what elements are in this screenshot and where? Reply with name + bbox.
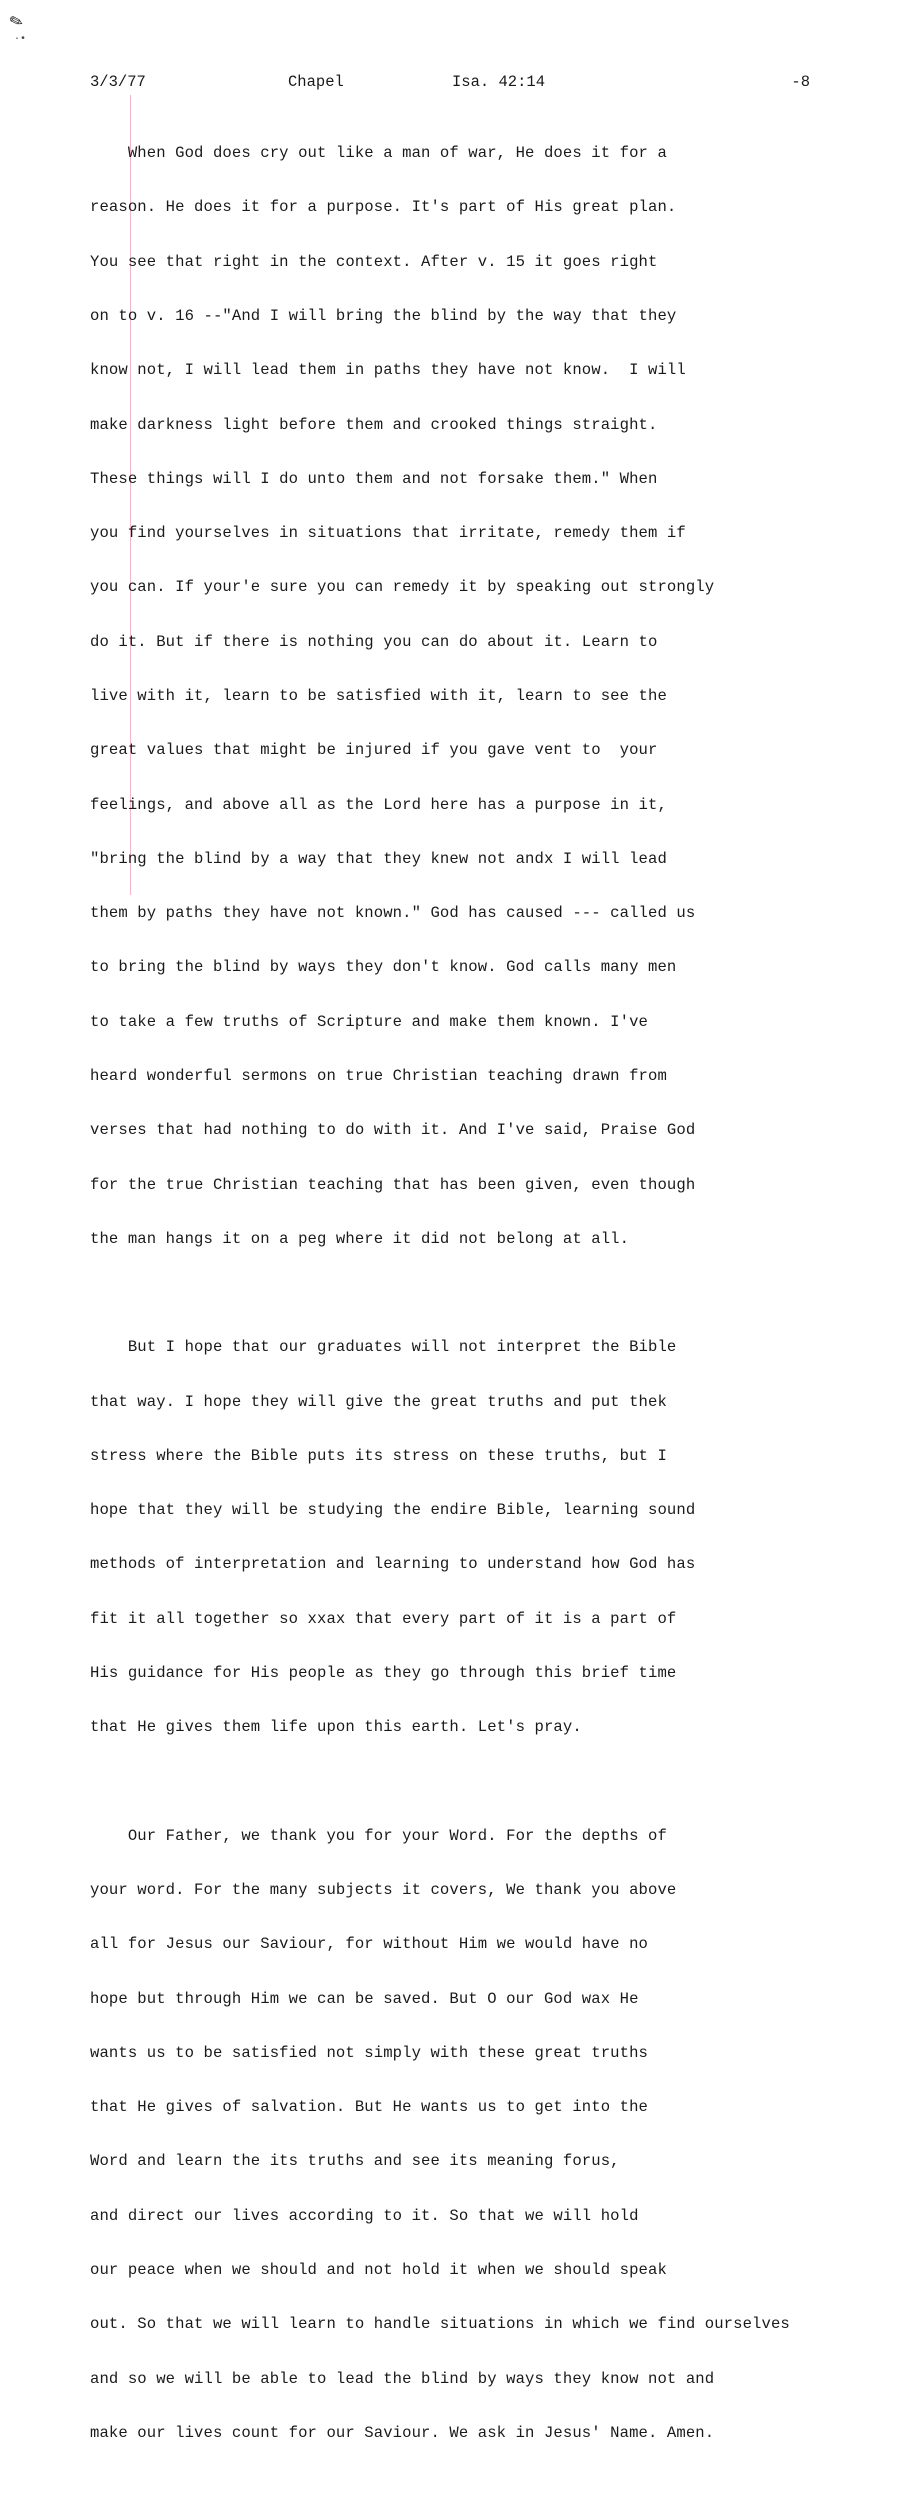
paragraph-3-prayer [90, 1791, 890, 2479]
text-line: all for Jesus our Saviour, for without Him we would have no [90, 1935, 649, 1954]
text-line: that way. I hope they will give the great truths and put thek [90, 1392, 667, 1411]
text-line: Word and learn the its truths and see its meaning forus, [90, 2152, 620, 2171]
text-line: them by paths they have not known." God has caused --- called us [90, 904, 696, 923]
text-line: on to v. 16 --"And I will bring the blind by the way that they [90, 307, 677, 326]
text-line: and direct our lives according to it. So that we will hold [90, 2206, 639, 2225]
header-scripture-reference: Isa. 42:14 [452, 73, 546, 91]
text-line: methods of interpretation and learning to understand how God has [90, 1555, 696, 1574]
ink-dot-icon: ·• [14, 34, 27, 45]
text-line: that He gives them life upon this earth. Let's pray. [90, 1718, 582, 1737]
text-line: verses that had nothing to do with it. And I've said, Praise God [90, 1121, 696, 1140]
text-line: great values that might be injured if you gave vent to your [90, 741, 658, 760]
header-date: 3/3/77 [90, 73, 146, 91]
header-page-number: -8 [791, 73, 810, 91]
text-line: heard wonderful sermons on true Christian teaching drawn from [90, 1066, 667, 1085]
text-line: you find yourselves in situations that irritate, remedy them if [90, 524, 686, 543]
text-line: hope but through Him we can be saved. But O our God wax He [90, 1989, 639, 2008]
paragraph-2 [90, 1302, 890, 1772]
text-line: feelings, and above all as the Lord here has a purpose in it, [90, 795, 667, 814]
text-line: our peace when we should and not hold it when we should speak [90, 2260, 667, 2279]
header-occasion: Chapel [288, 73, 344, 91]
text-line: wants us to be satisfied not simply with these great truths [90, 2043, 649, 2062]
text-line: fit it all together so xxax that every part of it is a part of [90, 1609, 677, 1628]
paragraph-1 [90, 108, 890, 1284]
page-header [90, 70, 810, 94]
text-line: to take a few truths of Scripture and make them known. I've [90, 1012, 649, 1031]
text-line: to bring the blind by ways they don't know. God calls many men [90, 958, 677, 977]
text-line: know not, I will lead them in paths they have not know. I will [90, 361, 686, 380]
text-line: But I hope that our graduates will not interpret the Bible [90, 1338, 677, 1357]
text-line: you can. If your'e sure you can remedy it by speaking out strongly [90, 578, 715, 597]
text-line: make darkness light before them and crooked things straight. [90, 415, 658, 434]
text-line: Our Father, we thank you for your Word. For the depths of [90, 1826, 667, 1845]
text-line: hope that they will be studying the endire Bible, learning sound [90, 1501, 696, 1520]
text-line: These things will I do unto them and not forsake them." When [90, 469, 658, 488]
text-line: stress where the Bible puts its stress on these truths, but I [90, 1446, 667, 1465]
text-line: make our lives count for our Saviour. We ask in Jesus' Name. Amen. [90, 2423, 715, 2442]
text-line: "bring the blind by a way that they knew not andx I will lead [90, 849, 667, 868]
text-line: You see that right in the context. After v. 15 it goes right [90, 252, 658, 271]
text-line: out. So that we will learn to handle situations in which we find ourselves [90, 2315, 790, 2334]
text-line: His guidance for His people as they go through this brief time [90, 1663, 677, 1682]
text-line: do it. But if there is nothing you can do about it. Learn to [90, 632, 658, 651]
text-line: your word. For the many subjects it covers, We thank you above [90, 1881, 677, 1899]
document-body [90, 108, 890, 2496]
text-line: live with it, learn to be satisfied with it, learn to see the [90, 687, 667, 705]
text-line: When God does cry out like a man of war, He does it for a [90, 144, 667, 163]
text-line: for the true Christian teaching that has been given, even though [90, 1175, 696, 1194]
text-line: that He gives of salvation. But He wants us to get into the [90, 2098, 649, 2117]
ink-mark-icon: ✎ [7, 9, 26, 36]
text-line: and so we will be able to lead the blind by ways they know not and [90, 2369, 715, 2388]
text-line: reason. He does it for a purpose. It's part of His great plan. [90, 198, 677, 217]
text-line: the man hangs it on a peg where it did not belong at all. [90, 1229, 630, 1248]
